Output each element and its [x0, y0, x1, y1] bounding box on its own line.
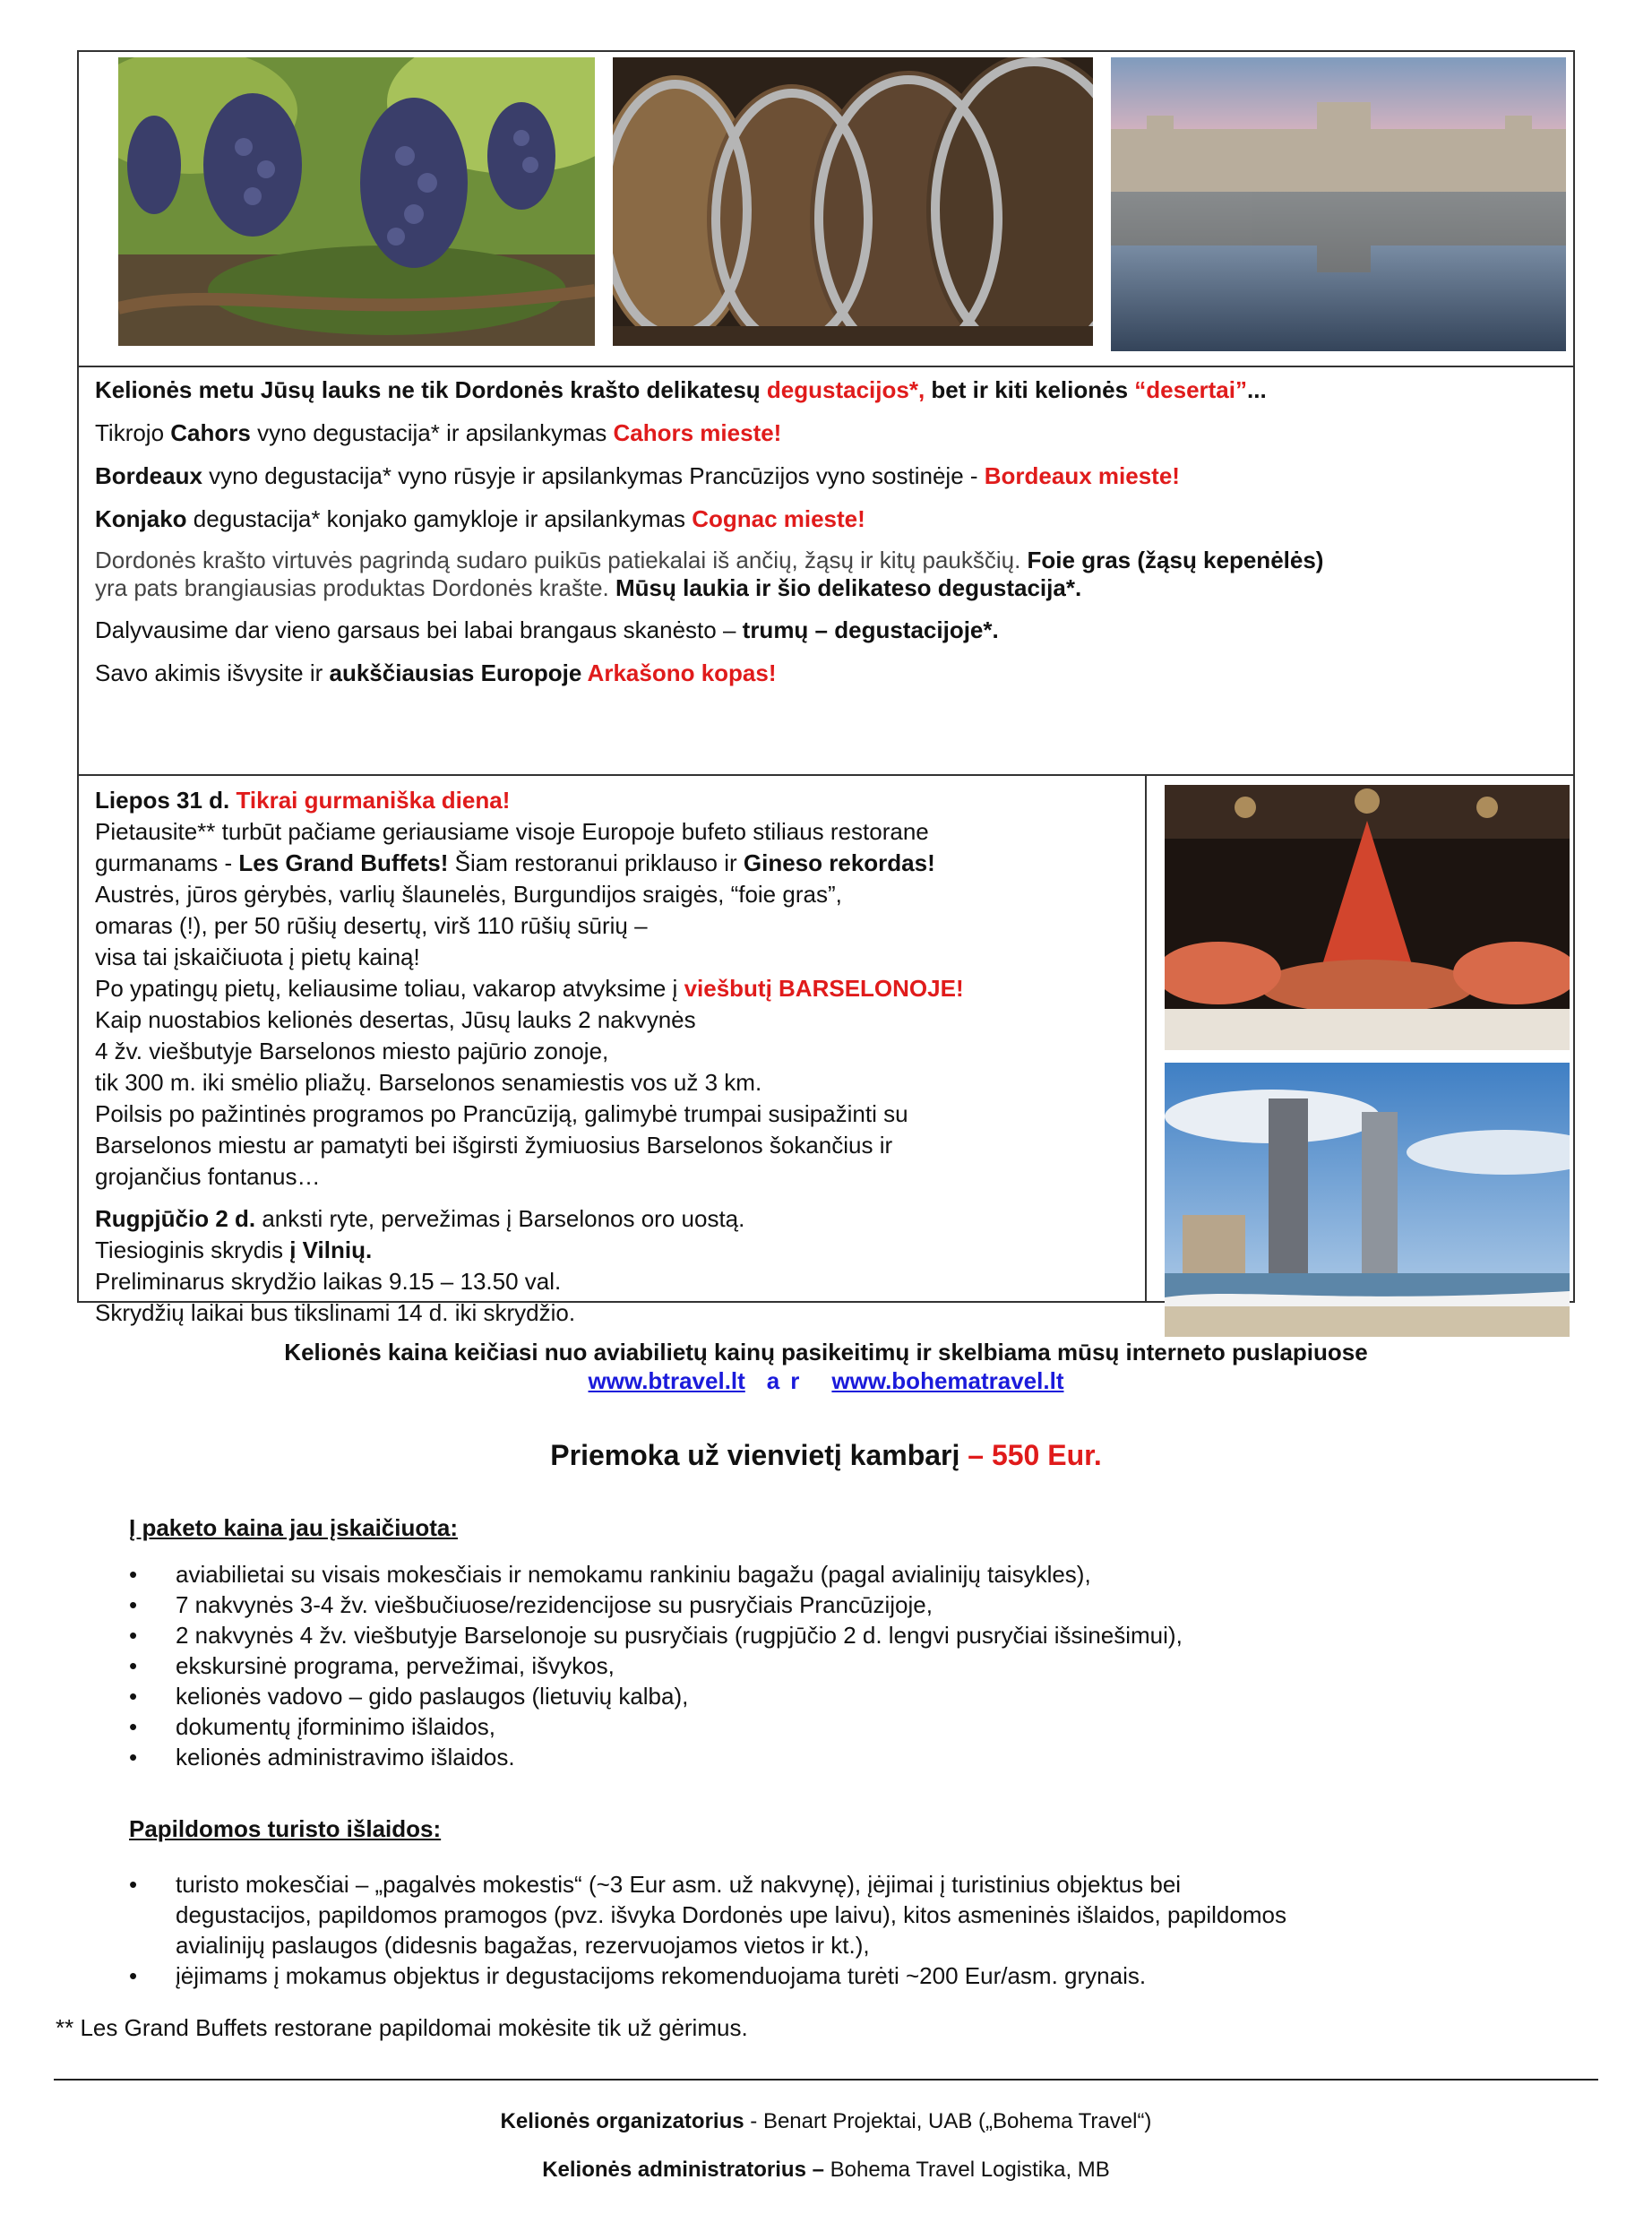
program-table: [77, 50, 1575, 1326]
extra-costs-list: [129, 1869, 1527, 1991]
extra-costs-heading: Papildomos turisto išlaidos:: [129, 1815, 442, 1842]
list-item: • įėjimams į mokamus objektus ir degustacijoms rekomenduojama turėti ~200 Eur/asm. grynais.: [129, 1960, 1527, 1991]
single-room-supplement: Priemoka už vienvietį kambarį – 550 Eur.: [550, 1439, 1102, 1471]
footnote: ** Les Grand Buffets restorane papildomai mokėsite tik už gėrimus.: [56, 2014, 748, 2041]
day-text-line: Kaip nuostabios kelionės desertas, Jūsų lauks 2 nakvynės: [95, 1006, 696, 1033]
day-text-line: visa tai įskaičiuota į pietų kainą!: [95, 943, 420, 970]
photo-row: [79, 52, 1573, 367]
highlight-line: Konjako degustacija* konjako gamykloje ir apsilankymas Cognac mieste!: [95, 505, 865, 532]
highlight-line: Savo akimis išvysite ir aukščiausias Europoje Arkašono kopas!: [95, 659, 777, 686]
day-text-line: Tiesioginis skrydis į Vilnių.: [95, 1236, 373, 1263]
day-program: [79, 776, 1573, 1326]
day-text-line: Preliminarus skrydžio laikas 9.15 – 13.50 val.: [95, 1268, 562, 1295]
day-text-line: tik 300 m. iki smėlio pliažų. Barselonos senamiestis vos už 3 km.: [95, 1069, 762, 1096]
price-notice: Kelionės kaina keičiasi nuo aviabilietų kainų pasikeitimų ir skelbiama mūsų interneto puslapiuose: [284, 1339, 1368, 1366]
organizer-line: Kelionės organizatorius - Benart Projektai, UAB („Bohema Travel“): [500, 2109, 1152, 2133]
list-item: • kelionės administravimo išlaidos.: [129, 1742, 1527, 1772]
day-text-line: Po ypatingų pietų, keliausime toliau, vakarop atvyksime į viešbutį BARSELONOJE!: [95, 975, 964, 1002]
list-item: • kelionės vadovo – gido paslaugos (lietuvių kalba),: [129, 1681, 1527, 1711]
day-text-line: Skrydžių laikai bus tikslinami 14 d. iki skrydžio.: [95, 1299, 576, 1326]
website-links: [0, 1367, 1652, 1395]
bordeaux-place-de-la-bourse-photo: [1111, 57, 1566, 351]
day-heading: Liepos 31 d. Tikrai gurmaniška diena!: [95, 787, 511, 814]
day-text-line: Pietausite** turbūt pačiame geriausiame visoje Europoje bufeto stiliaus restorane: [95, 818, 929, 845]
trip-highlights: [79, 367, 1573, 776]
day-heading: Rugpjūčio 2 d. anksti ryte, pervežimas į Barselonos oro uostą.: [95, 1205, 745, 1232]
divider: [54, 2079, 1598, 2081]
link-separator: ar: [766, 1367, 811, 1394]
list-item: • turisto mokesčiai – „pagalvės mokestis“ (~3 Eur asm. už nakvynę), įėjimai į turistinius objektus bei degustacijos, papildomos pramogos (pvz. išvyka Dordonės upe laivu), kitos asmeninės išlaidos, papildomos avialinijų paslaugos (didesnis bagažas, rezervuojamos vietos ir kt.),: [129, 1869, 1527, 1960]
highlight-line: Dordonės krašto virtuvės pagrindą sudaro puikūs patiekalai iš ančių, žąsų ir kitų paukščių. Foie gras (žąsų kepenėlės) yra pats brangiausias produktas Dordonės krašte. Mūsų laukia ir šio delikateso degustacija*.: [95, 547, 1324, 601]
highlight-line: Bordeaux vyno degustacija* vyno rūsyje ir apsilankymas Prancūzijos vyno sostinėje - Bordeaux mieste!: [95, 462, 1180, 489]
list-item: • 2 nakvynės 4 žv. viešbutyje Barselonoje su pusryčiais (rugpjūčio 2 d. lengvi pusryčiai išsinešimui),: [129, 1620, 1527, 1650]
btravel-link[interactable]: www.btravel.lt: [588, 1367, 745, 1394]
list-item: • dokumentų įforminimo išlaidos,: [129, 1711, 1527, 1742]
highlight-line: Dalyvausime dar vieno garsaus bei labai brangaus skanėsto – trumų – degustacijoje*.: [95, 616, 999, 643]
highlight-line: Kelionės metu Jūsų lauks ne tik Dordonės krašto delikatesų degustacijos*, bet ir kiti kelionės “desertai”...: [95, 376, 1267, 403]
day-text-line: Poilsis po pažintinės programos po Prancūziją, galimybė trumpai susipažinti su: [95, 1100, 908, 1127]
bohematravel-link[interactable]: www.bohematravel.lt: [831, 1367, 1064, 1394]
day-text-line: Austrės, jūros gėrybės, varlių šlaunelės, Burgundijos sraigės, “foie gras”,: [95, 881, 842, 908]
included-list: [129, 1559, 1527, 1772]
buffet-restaurant-photo: [1165, 785, 1570, 1050]
day-text-line: 4 žv. viešbutyje Barselonos miesto pajūrio zonoje,: [95, 1038, 609, 1064]
day-text-line: omaras (!), per 50 rūšių desertų, virš 110 rūšių sūrių –: [95, 912, 648, 939]
day-text-line: gurmanams - Les Grand Buffets! Šiam restoranui priklauso ir Gineso rekordas!: [95, 849, 935, 876]
wine-barrels-photo: [613, 57, 1093, 346]
included-heading: Į paketo kaina jau įskaičiuota:: [129, 1514, 459, 1541]
list-item: • 7 nakvynės 3-4 žv. viešbučiuose/rezidencijose su pusryčiais Prancūzijoje,: [129, 1590, 1527, 1620]
list-item: • ekskursinė programa, pervežimai, išvykos,: [129, 1650, 1527, 1681]
grapes-photo: [118, 57, 595, 346]
day-text-line: Barselonos miestu ar pamatyti bei išgirsti žymiuosius Barselonos šokančius ir: [95, 1132, 893, 1159]
day-text-line: grojančius fontanus…: [95, 1163, 321, 1190]
list-item: • aviabilietai su visais mokesčiais ir nemokamu rankiniu bagažu (pagal avialinijų taisykles),: [129, 1559, 1527, 1590]
column-divider: [1145, 776, 1147, 1303]
highlight-line: Tikrojo Cahors vyno degustacija* ir apsilankymas Cahors mieste!: [95, 419, 782, 446]
administrator-line: Kelionės administratorius – Bohema Travel Logistika, MB: [542, 2158, 1110, 2182]
barcelona-beach-photo: [1165, 1063, 1570, 1337]
